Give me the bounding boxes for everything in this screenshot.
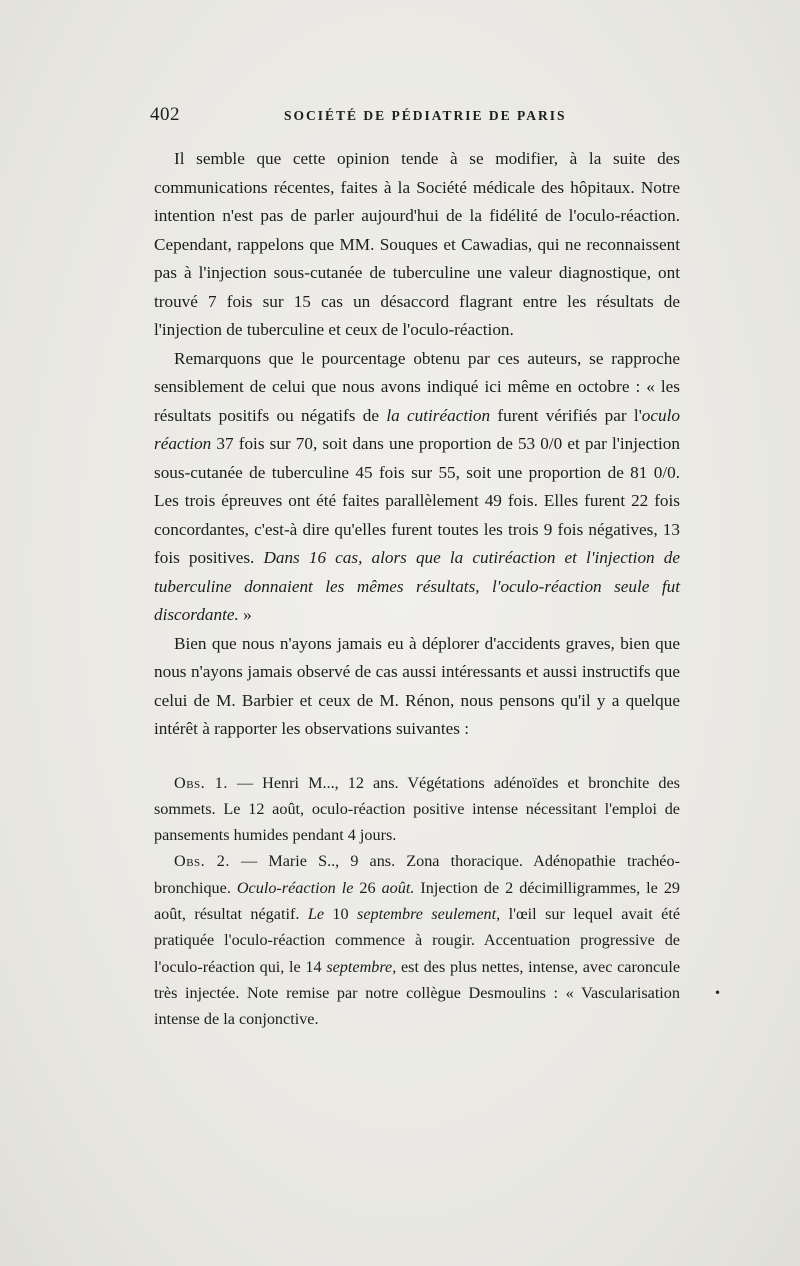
paragraph-2 <box>154 345 680 630</box>
observation-2-text-1: — Marie S.., 9 ans. Zona thoracique. Adénopathie trachéo-bronchique. <box>154 852 680 897</box>
observation-2-ital-3: Le <box>307 904 324 923</box>
observation-1-text: — Henri M..., 12 ans. Végétations adénoïdes et bronchite des sommets. Le 12 août, oculo-réaction positive intense nécessitant l'emploi de pansements humides pendant 4 jours. <box>154 773 680 845</box>
running-head: SOCIÉTÉ DE PÉDIATRIE DE PARIS <box>284 108 567 123</box>
paragraph-2-text-2: furent vérifiés par l' <box>490 405 642 425</box>
body-text <box>154 145 680 1032</box>
paragraph-3 <box>154 630 680 744</box>
paragraph-2-text-3: 37 fois sur 70, soit dans une proportion de 53 0/0 et par l'injection sous-cutanée de tuberculine 45 fois sur 55, soit une proportion de 81 0/0. Les trois épreuves ont été faites parallèlement 49 fois. Elles furent 22 fois concordantes, c'est-à dire qu'elles furent toutes les trois 9 fois négatives, 13 fois positives. <box>154 434 680 567</box>
observation-2-text-2: 26 <box>353 878 382 897</box>
observation-1-label: Obs. 1. <box>174 773 228 792</box>
observation-2-text-5: , l'œil sur lequel avait été pratiquée l'oculo-réaction commence à rougir. Accentuation progressive de l'oculo-réaction qui, le 14 <box>154 904 681 976</box>
observation-2-text-4: 10 <box>324 904 358 923</box>
margin-mark: • <box>714 986 722 1000</box>
observation-2-label: Obs. 2. <box>174 852 230 871</box>
observation-2-ital-4: septembre seulement <box>357 904 497 923</box>
paragraph-2-ital-2: oculo réaction <box>154 405 680 453</box>
paragraph-2-text-1: Remarquons que le pourcentage obtenu par ces auteurs, se rapproche sensiblement de celui que nous avons indiqué ici même en octobre : « les résultats positifs ou négatifs de <box>154 348 680 425</box>
paragraph-2-text-4: » <box>238 605 252 624</box>
observation-2-text-3: Injection de 2 décimilligrammes, le 29 août, résultat négatif. <box>154 878 681 923</box>
observations <box>154 770 680 1033</box>
paragraph-2-ital-1: la cutiréaction <box>386 405 491 425</box>
observation-2 <box>154 848 680 1032</box>
observation-2-ital-1: Oculo-réaction le <box>236 878 354 897</box>
observation-1 <box>154 770 680 849</box>
observation-2-ital-5: septembre <box>326 957 393 976</box>
page-header <box>150 104 680 132</box>
paragraph-2-ital-3: Dans 16 cas, alors que la cutiréaction et l'injection de tuberculine donnaient les mêmes résultats, l'oculo-réaction seule fut discordante. <box>154 548 680 624</box>
paragraph-1 <box>154 145 680 345</box>
observation-2-text-6: , est des plus nettes, intense, avec caroncule très injectée. Note remise par notre collègue Desmoulins : « Vascularisation intense de la conjonctive. <box>154 957 681 1029</box>
observation-2-ital-2: août. <box>381 878 415 897</box>
page-number: 402 <box>150 104 180 125</box>
paragraph-3-text: Bien que nous n'ayons jamais eu à déplorer d'accidents graves, bien que nous n'ayons jamais observé de cas aussi intéressants et aussi instructifs que celui de M. Barbier et ceux de M. Rénon, nous pensons qu'il y a quelque intérêt à rapporter les observations suivantes : <box>154 633 680 738</box>
paragraph-1-text: Il semble que cette opinion tende à se modifier, à la suite des communications récentes, faites à la Société médicale des hôpitaux. Notre intention n'est pas de parler aujourd'hui de la fidélité de l'oculo-réaction. Cependant, rappelons que MM. Souques et Cawadias, qui ne reconnaissent pas à l'injection sous-cutanée de tuberculine une valeur diagnostique, ont trouvé 7 fois sur 15 cas un désaccord flagrant entre les résultats de l'injection de tuberculine et ceux de l'oculo-réaction. <box>154 149 680 339</box>
